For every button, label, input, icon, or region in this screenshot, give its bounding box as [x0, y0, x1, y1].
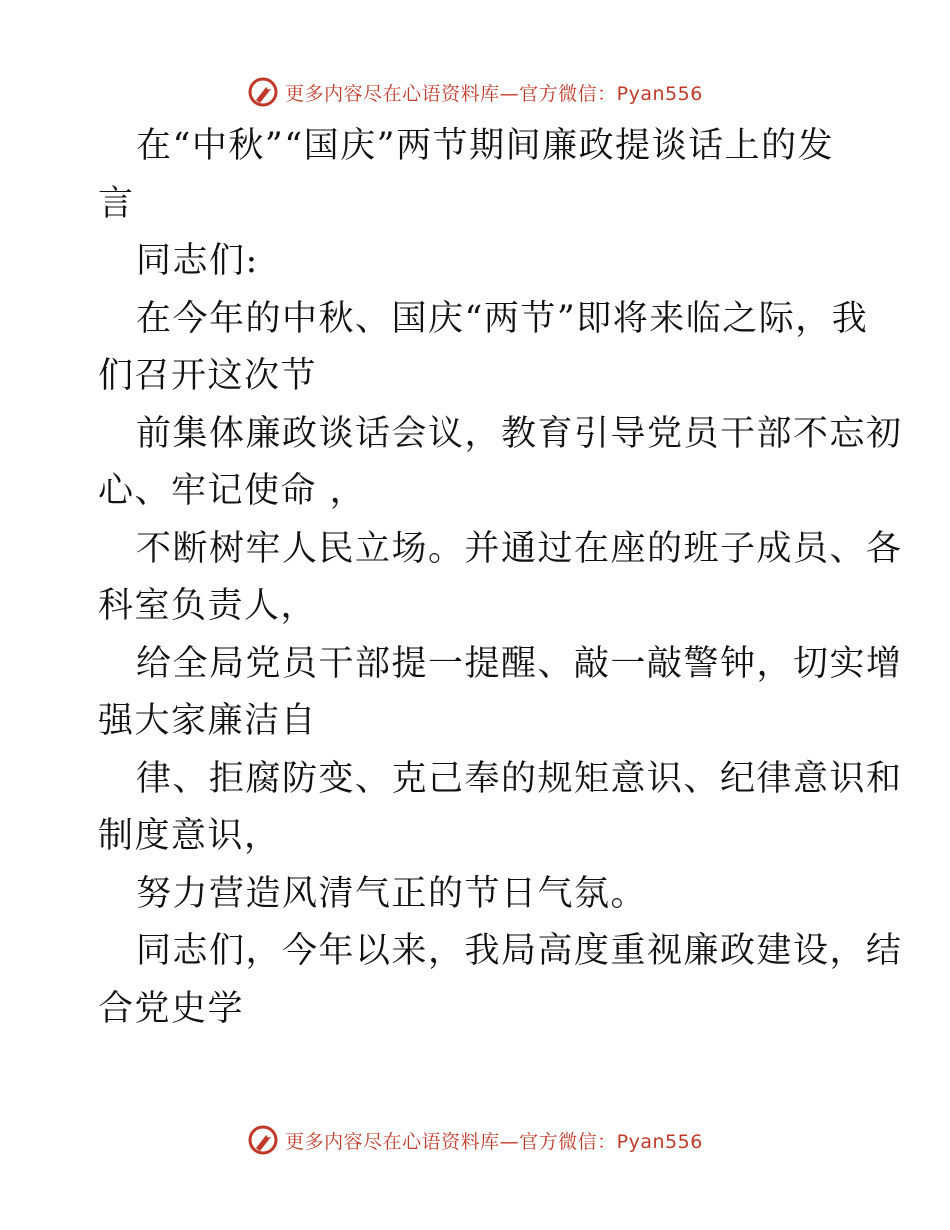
- paragraph-line: 在今年的中秋、国庆“两节”即将来临之际，我: [136, 298, 869, 339]
- title-line-1: 在“中秋”“国庆”两节期间廉政提谈话上的发: [136, 126, 835, 166]
- pen-logo-icon: [247, 76, 279, 108]
- paragraph-line: 强大家廉洁自: [98, 701, 318, 741]
- pen-logo-icon: [247, 1124, 279, 1156]
- paragraph-line: 给全局党员干部提一提醒、敲一敲警钟，切实增: [136, 643, 903, 684]
- paragraph-line: 不断树牢人民立场。并通过在座的班子成员、各: [136, 528, 903, 569]
- paragraph-line: 制度意识，: [98, 816, 281, 856]
- paragraph-line: 科室负责人，: [98, 586, 318, 626]
- document-body: [98, 118, 903, 1038]
- paragraph-line: 合党史学: [98, 988, 245, 1029]
- title-line-2: 言: [98, 183, 135, 224]
- footer-banner: [0, 1120, 950, 1160]
- paragraph-line: 同志们，今年以来，我局高度重视廉政建设，结: [136, 931, 903, 971]
- paragraph-line: 律、拒腐防变、克己奉的规矩意识、纪律意识和: [136, 758, 903, 799]
- banner-text: 更多内容尽在心语资料库—官方微信：Pyan556: [285, 82, 703, 105]
- banner-text: 更多内容尽在心语资料库—官方微信：Pyan556: [285, 1130, 703, 1153]
- paragraph-line: 前集体廉政谈话会议，教育引导党员干部不忘初: [136, 413, 903, 454]
- header-banner: [0, 72, 950, 112]
- salutation: 同志们:: [136, 241, 259, 281]
- paragraph-line: 努力营造风清气正的节日气氛。: [136, 873, 648, 914]
- paragraph-line: 们召开这次节: [98, 356, 318, 396]
- paragraph-line: 心、牢记使命 ，: [98, 471, 367, 511]
